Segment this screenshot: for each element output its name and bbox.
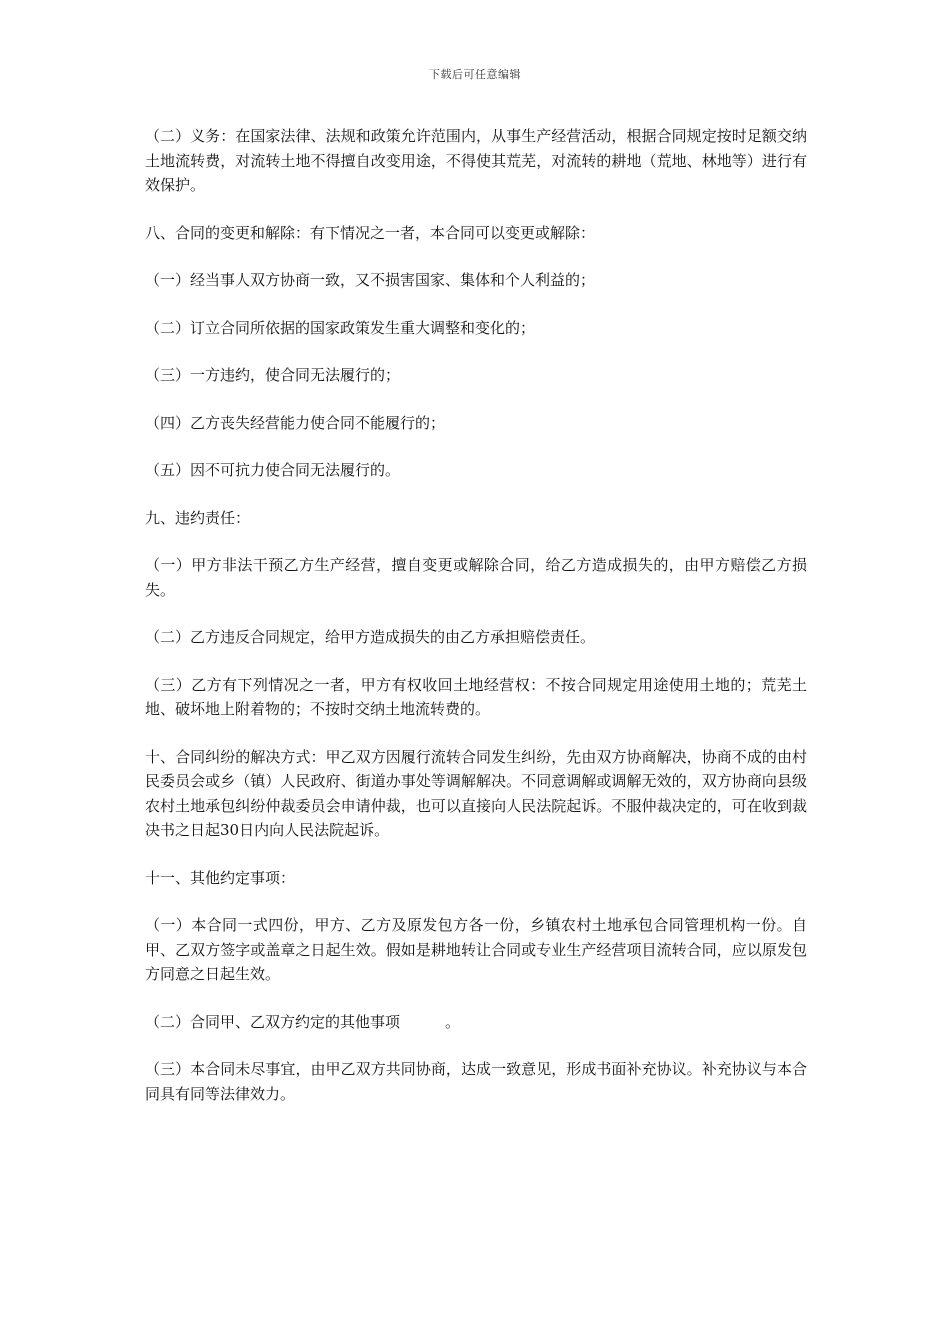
paragraph-section-10: 十、合同纠纷的解决方式：甲乙双方因履行流转合同发生纠纷，先由双方协商解决，协商不成的由村民委员会或乡（镇）人民政府、街道办事处等调解解决。不同意调解或调解无效的，双方协商向县级农村土地承包纠纷仲裁委员会申请仲裁，也可以直接向人民法院起诉。不服仲裁决定的，可在收到裁决书之日起30日内向人民法院起诉。 [145,747,807,839]
document-body [145,124,807,1129]
paragraph-section-8-item-2: （二）订立合同所依据的国家政策发生重大调整和变化的； [145,318,536,337]
page-header: 下载后可任意编辑 [429,68,521,81]
paragraph-section-9-item-2: （二）乙方违反合同规定，给甲方造成损失的由乙方承担赔偿责任。 [145,628,596,646]
paragraph-obligations: （二）义务：在国家法律、法规和政策允许范围内，从事生产经营活动，根据合同规定按时足额交纳土地流转费，对流转土地不得擅自改变用途，不得使其荒芜，对流转的耕地（荒地、林地等）进行有效保护。 [145,127,807,194]
paragraph-section-9-heading: 九、违约责任： [145,508,251,527]
paragraph-section-11-item-2: （二）合同甲、乙双方约定的其他事项 。 [145,1012,461,1031]
paragraph-section-8-item-1: （一）经当事人双方协商一致，又不损害国家、集体和个人利益的； [145,271,596,289]
paragraph-section-11-heading: 十一、其他约定事项： [145,868,296,887]
paragraph-section-11-item-3: （三）本合同未尽事宜，由甲乙双方共同协商，达成一致意见，形成书面补充协议。补充协议与本合同具有同等法律效力。 [145,1060,807,1103]
paragraph-section-8-item-3: （三）一方违约，使合同无法履行的； [145,366,401,384]
paragraph-section-9-item-3: （三）乙方有下列情况之一者，甲方有权收回土地经营权：不按合同规定用途使用土地的；荒芜土地、破坏地上附着物的；不按时交纳土地流转费的。 [145,675,807,718]
paragraph-section-8-item-4: （四）乙方丧失经营能力使合同不能履行的； [145,413,446,432]
paragraph-section-8-heading: 八、合同的变更和解除：有下情况之一者，本合同可以变更或解除： [145,223,596,242]
paragraph-section-8-item-5: （五）因不可抗力使合同无法履行的。 [145,461,401,479]
paragraph-section-9-item-1: （一）甲方非法干预乙方生产经营，擅自变更或解除合同，给乙方造成损失的，由甲方赔偿乙方损失。 [145,556,807,599]
paragraph-section-11-item-1: （一）本合同一式四份，甲方、乙方及原发包方各一份，乡镇农村土地承包合同管理机构一份。自甲、乙双方签字或盖章之日起生效。假如是耕地转让合同或专业生产经营项目流转合同，应以原发包方同意之日起生效。 [145,916,807,983]
